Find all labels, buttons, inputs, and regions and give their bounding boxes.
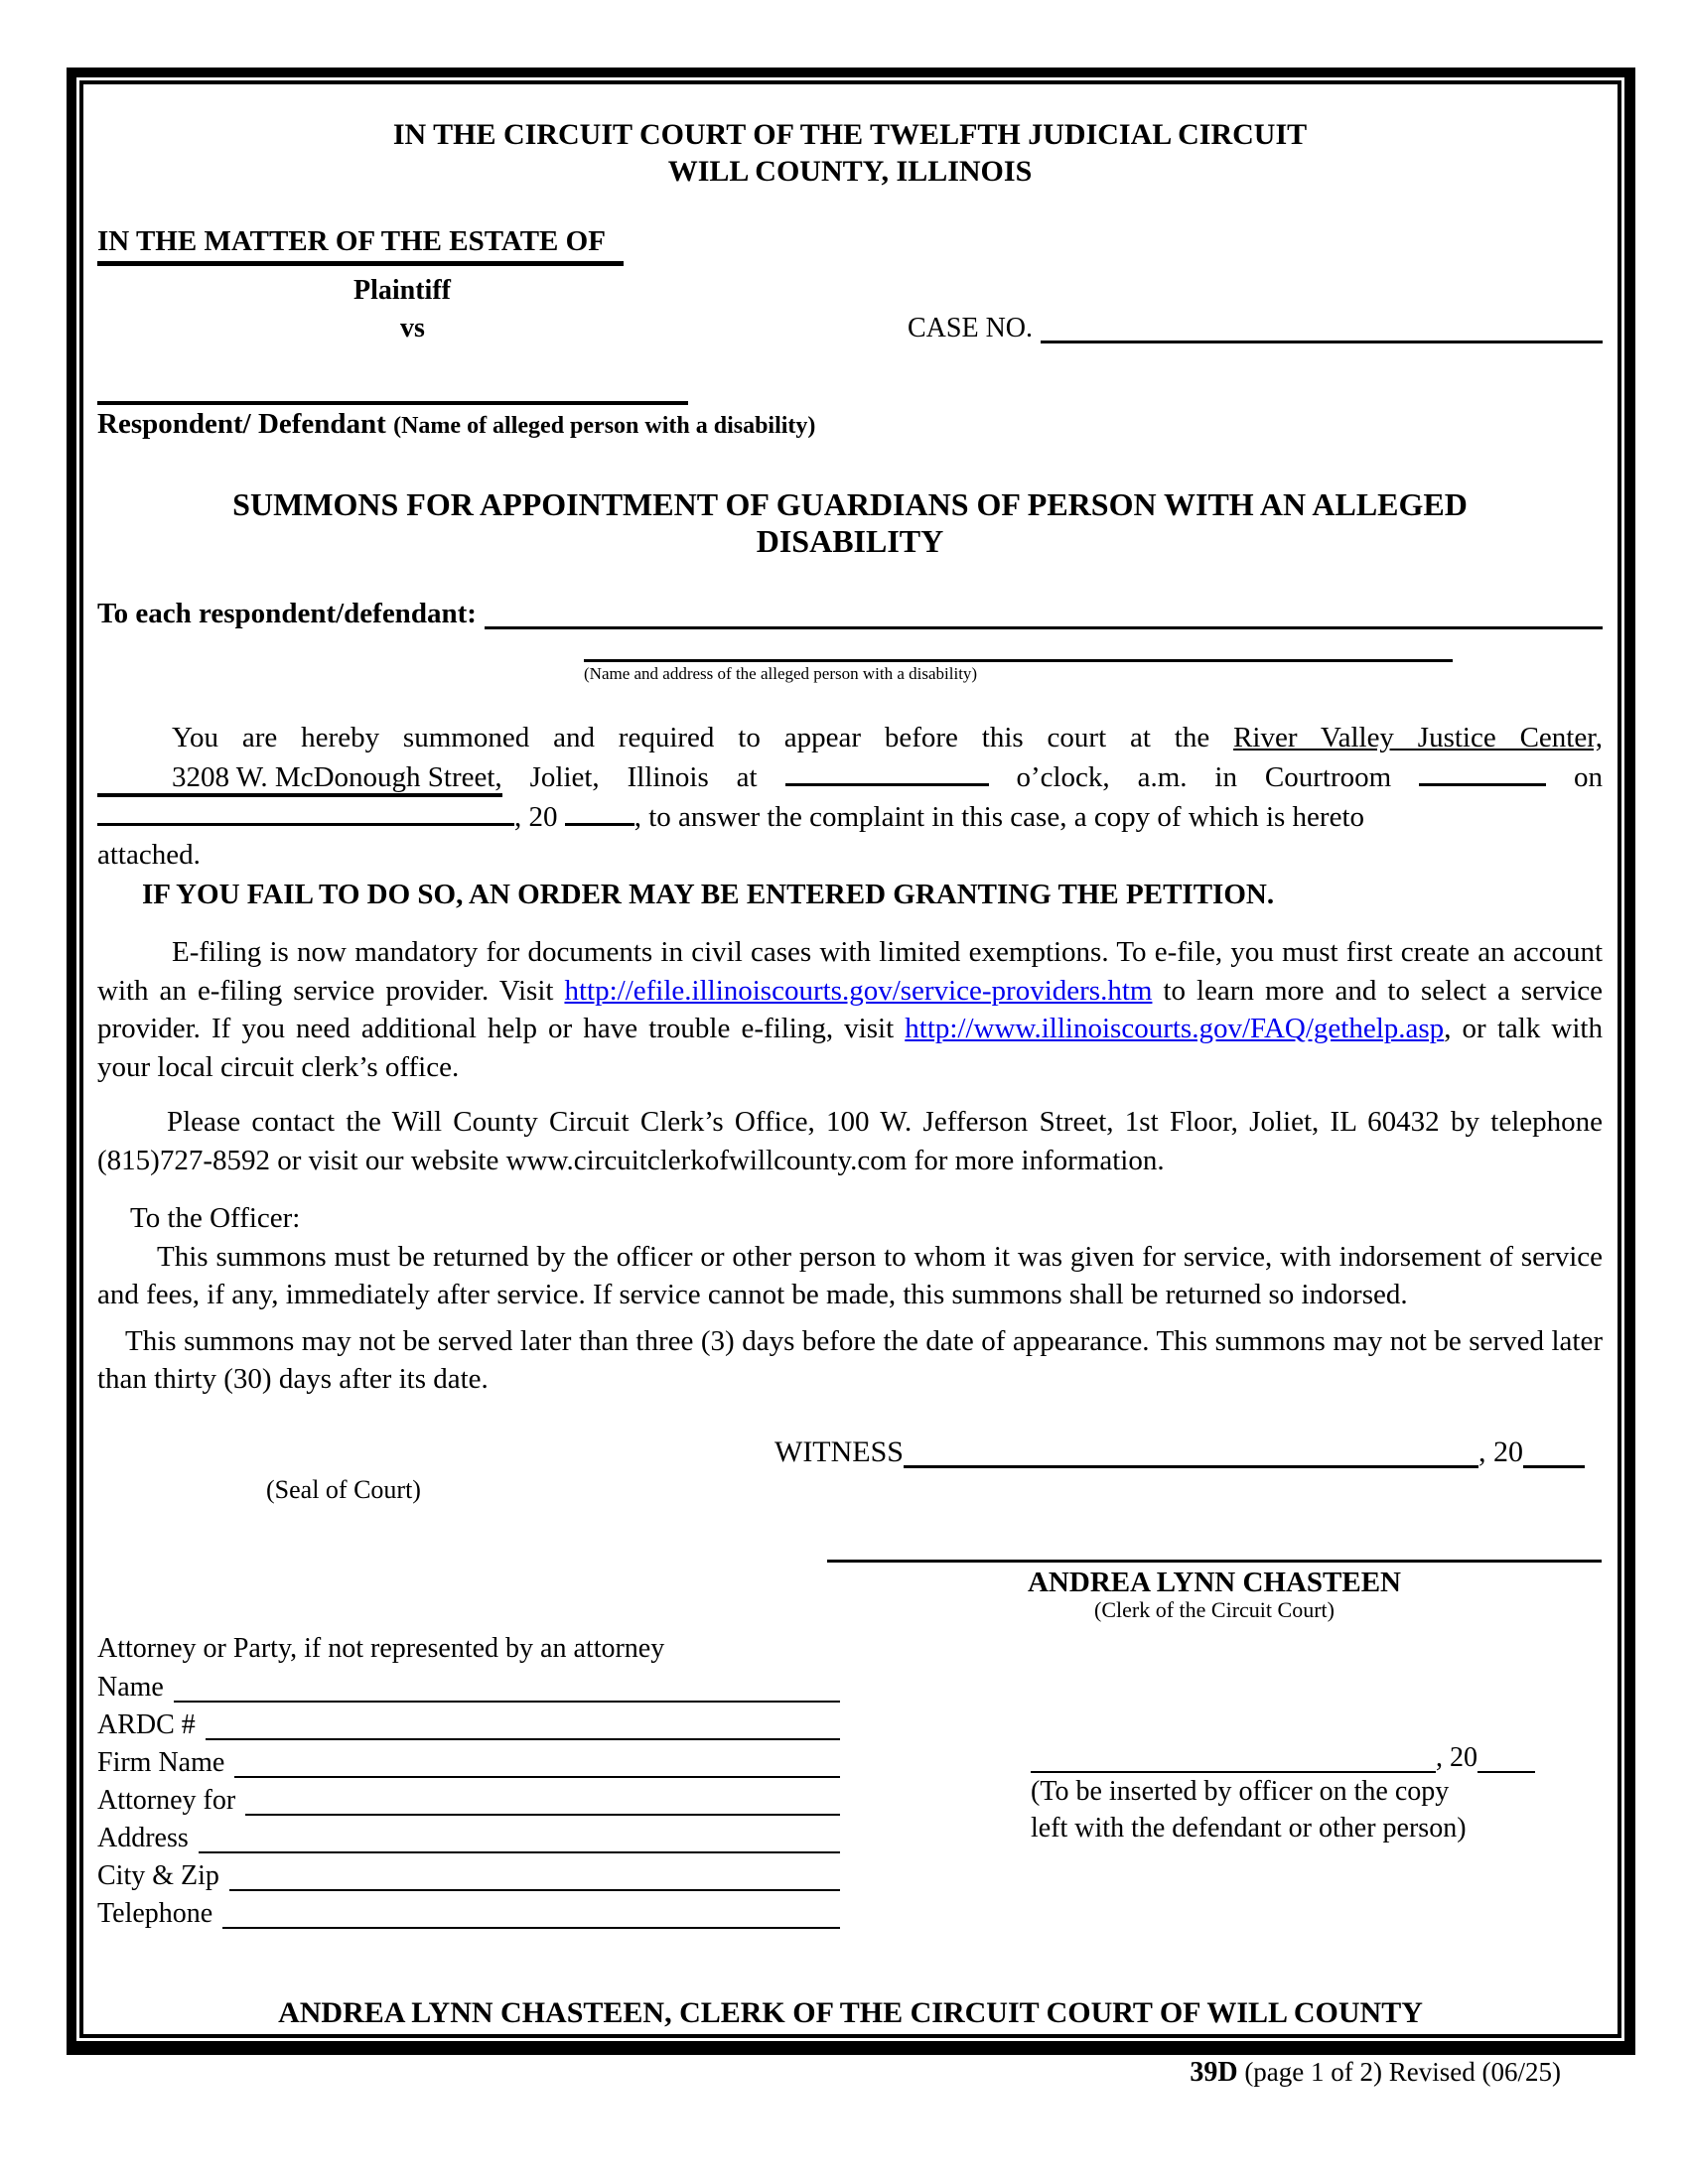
respondent-name-field[interactable]: [485, 600, 1603, 629]
service-window-paragraph: This summons may not be served later than three (3) days before the date of appearance. This summons may not be served later than thirty (30) days after its date.: [97, 1324, 1603, 1395]
officer-insert-note-line1: (To be inserted by officer on the copy: [1031, 1775, 1450, 1807]
clerk-signature-block: [827, 1560, 1602, 1622]
attorney-ardc-field[interactable]: [206, 1712, 840, 1740]
attorney-cityzip-row: [97, 1853, 840, 1891]
year-field[interactable]: [565, 797, 634, 826]
attorney-name-label: Name: [97, 1671, 164, 1703]
officer-insert-note-line2: left with the defendant or other person): [1031, 1812, 1467, 1843]
attorney-ardc-row: [97, 1703, 840, 1740]
officer-insert-date-field[interactable]: [1031, 1743, 1436, 1773]
witness-year-prefix: , 20: [1478, 1434, 1523, 1468]
respondent-label: Respondent/ Defendant (Name of alleged person with a disability): [97, 408, 816, 440]
vs-label: vs: [400, 313, 425, 343]
efiling-paragraph: E-filing is now mandatory for documents in civil cases with limited exemptions. To e-file, you must first create an account with an e-filing service provider. Visit http://efile.illinoiscourts.gov/service-providers.htm to learn more and to select a service provider. If you need additional help or have trouble e-filing, visit http://www.illinoiscourts.gov/FAQ/gethelp.asp, or talk with your local circuit clerk’s office.: [97, 936, 1604, 1083]
street-address-underlined: 3208 W. McDonough Street,: [97, 762, 502, 797]
witness-date-field[interactable]: [904, 1436, 1478, 1468]
witness-row: [774, 1436, 1585, 1468]
attorney-telephone-row: [97, 1891, 840, 1929]
document-title-line2: DISABILITY: [756, 523, 944, 559]
attorney-for-field[interactable]: [245, 1788, 840, 1816]
form-page-info: (page 1 of 2): [1237, 2057, 1389, 2087]
to-each-respondent-row: [97, 598, 1603, 629]
witness-label: WITNESS: [774, 1434, 904, 1468]
gethelp-link[interactable]: http://www.illinoiscourts.gov/FAQ/gethelp.asp: [905, 1013, 1445, 1044]
fail-warning: IF YOU FAIL TO DO SO, AN ORDER MAY BE ENTERED GRANTING THE PETITION.: [142, 878, 1275, 910]
attorney-name-field[interactable]: [174, 1675, 840, 1703]
clerk-signature-line[interactable]: [827, 1560, 1602, 1563]
document-border-frame: [67, 68, 1635, 2055]
courtroom-field[interactable]: [1419, 757, 1546, 786]
attorney-firm-label: Firm Name: [97, 1746, 225, 1778]
date-field[interactable]: [97, 797, 514, 826]
summons-paragraph: You are hereby summoned and required to appear before this court at the River Valley Justice Center, 3208 W. McDonough Street, Joliet, Illinois at o’clock, a.m. in Courtroom on , 20 , to answer the complaint in this case, a copy of which is hereto: [97, 719, 1603, 836]
clerk-name: ANDREA LYNN CHASTEEN: [1027, 1566, 1401, 1598]
attorney-address-row: [97, 1816, 840, 1853]
respondent-note: (Name of alleged person with a disability): [393, 413, 816, 439]
attorney-firm-field[interactable]: [234, 1750, 840, 1778]
estate-of-heading: IN THE MATTER OF THE ESTATE OF: [97, 225, 1603, 266]
to-each-respondent-label: To each respondent/defendant:: [97, 598, 477, 629]
attorney-address-label: Address: [97, 1822, 189, 1853]
form-footer: [1190, 2057, 1561, 2089]
officer-insert-year-prefix: , 20: [1436, 1741, 1477, 1773]
plaintiff-label: Plaintiff: [353, 275, 451, 306]
document-title: [97, 486, 1603, 560]
witness-year-field[interactable]: [1523, 1436, 1585, 1468]
attorney-firm-row: [97, 1740, 840, 1778]
to-the-officer-heading: To the Officer:: [130, 1202, 301, 1234]
case-number-field[interactable]: [1041, 314, 1603, 343]
clerk-title-note: (Clerk of the Circuit Court): [1094, 1596, 1335, 1622]
case-number-label: CASE NO.: [908, 313, 1034, 343]
vs-case-row: [97, 314, 1603, 343]
summons-paragraph-end: attached.: [97, 839, 201, 871]
respondent-signature-line[interactable]: [97, 401, 688, 405]
document-page: [79, 80, 1621, 2038]
efile-service-providers-link[interactable]: http://efile.illinoiscourts.gov/service-providers.htm: [564, 974, 1153, 1007]
officer-insert-block: [1031, 1743, 1535, 1846]
justice-center-underlined: River Valley Justice Center,: [1233, 722, 1603, 753]
seal-of-court-note: (Seal of Court): [266, 1474, 421, 1504]
form-revised: Revised (06/25): [1388, 2057, 1561, 2087]
court-header-line2: WILL COUNTY, ILLINOIS: [667, 155, 1033, 188]
attorney-for-row: [97, 1778, 840, 1816]
footer-clerk-line: ANDREA LYNN CHASTEEN, CLERK OF THE CIRCUIT COURT OF WILL COUNTY: [278, 1996, 1423, 2029]
contact-paragraph: Please contact the Will County Circuit Clerk’s Office, 100 W. Jefferson Street, 1st Floor, Joliet, IL 60432 by telephone (815)727-8592 or visit our website www.circuitclerkofwillcounty.com for more information.: [97, 1106, 1603, 1176]
bottom-columns: [97, 1632, 1603, 1942]
officer-insert-date-row: [1031, 1743, 1535, 1773]
attorney-address-field[interactable]: [199, 1826, 840, 1853]
document-title-line1: SUMMONS FOR APPOINTMENT OF GUARDIANS OF PERSON WITH AN ALLEGED: [232, 486, 1468, 522]
officer-insert-year-field[interactable]: [1477, 1743, 1535, 1773]
court-header: [97, 116, 1603, 190]
attorney-cityzip-field[interactable]: [229, 1863, 840, 1891]
attorney-telephone-label: Telephone: [97, 1897, 213, 1929]
attorney-telephone-field[interactable]: [222, 1901, 840, 1929]
name-address-note: (Name and address of the alleged person with a disability): [584, 664, 978, 683]
officer-paragraph: This summons must be returned by the officer or other person to whom it was given for service, with indorsement of service and fees, if any, immediately after service. If service cannot be made, this summons shall be returned so indorsed.: [97, 1240, 1603, 1310]
attorney-ardc-label: ARDC #: [97, 1708, 196, 1740]
attorney-cityzip-label: City & Zip: [97, 1859, 219, 1891]
attorney-name-row: [97, 1665, 840, 1703]
attorney-block: [97, 1632, 840, 1929]
case-number-group: [908, 314, 1603, 343]
time-field[interactable]: [785, 757, 989, 786]
attorney-block-heading: Attorney or Party, if not represented by an attorney: [97, 1632, 665, 1664]
court-header-line1: IN THE CIRCUIT COURT OF THE TWELFTH JUDICIAL CIRCUIT: [392, 118, 1308, 151]
form-number: 39D: [1190, 2057, 1238, 2088]
attorney-for-label: Attorney for: [97, 1784, 236, 1816]
